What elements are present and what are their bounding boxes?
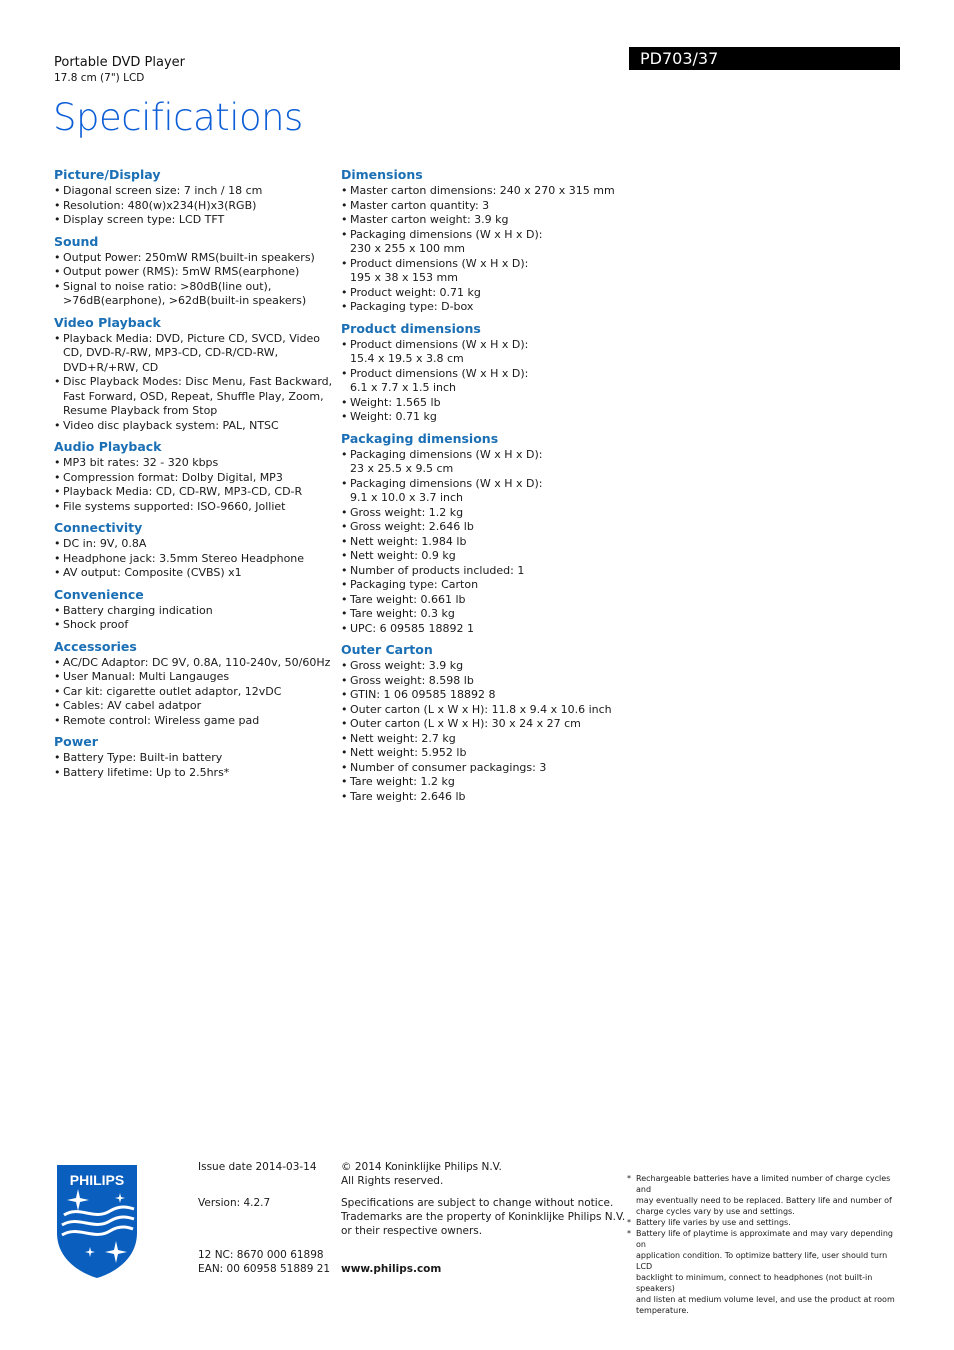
footnote-line: application condition. To optimize battery life, user should turn LCD — [636, 1251, 888, 1271]
section-heading: Picture/Display — [54, 167, 161, 182]
spec-list — [54, 332, 334, 434]
spec-item-line: 230 x 255 x 100 mm — [350, 242, 465, 255]
spec-item-line: CD, DVD-R/-RW, MP3-CD, CD-R/CD-RW, — [63, 346, 279, 359]
spec-item-line: • Nett weight: 0.9 kg — [350, 549, 456, 562]
spec-item — [54, 485, 334, 500]
spec-item — [341, 199, 621, 214]
spec-item-line: • Gross weight: 3.9 kg — [350, 659, 464, 672]
spec-item — [341, 213, 621, 228]
spec-section — [341, 321, 621, 425]
header-product: Portable DVD Player — [54, 55, 186, 70]
spec-section — [341, 642, 621, 804]
spec-section — [54, 439, 334, 514]
spec-item — [341, 410, 621, 425]
footnote-line: and listen at medium volume level, and use the product at room — [636, 1295, 895, 1304]
spec-item — [54, 419, 334, 434]
spec-item — [54, 251, 334, 266]
spec-item-line: • Packaging dimensions (W x H x D): — [350, 227, 543, 241]
spec-item — [54, 375, 334, 419]
spec-item — [341, 549, 621, 564]
spec-list — [341, 184, 621, 315]
spec-item-line: • Nett weight: 1.984 lb — [350, 534, 467, 548]
spec-list — [54, 251, 334, 309]
spec-list — [54, 656, 334, 729]
website-link[interactable]: www.philips.com — [341, 1263, 442, 1275]
spec-item — [341, 622, 621, 637]
spec-item-line: • Packaging type: Carton — [350, 578, 479, 591]
logo-wordmark: PHILIPS — [69, 1172, 125, 1188]
spec-item-line: • Gross weight: 2.646 lb — [350, 520, 474, 533]
spec-item-line: • Battery charging indication — [63, 603, 213, 617]
spec-item — [54, 656, 334, 671]
spec-section — [341, 431, 621, 637]
footnote-line: may eventually need to be replaced. Battery life and number of — [636, 1196, 892, 1205]
spec-item-line: • AC/DC Adaptor: DC 9V, 0.8A, 110-240v, 50/60Hz — [63, 655, 331, 669]
section-heading: Outer Carton — [341, 642, 433, 657]
spec-item-line: • Tare weight: 1.2 kg — [350, 775, 455, 788]
section-heading: Packaging dimensions — [341, 430, 499, 446]
spec-item-line: 195 x 38 x 153 mm — [350, 271, 458, 284]
section-heading: Convenience — [54, 586, 144, 602]
section-heading: Video Playback — [54, 314, 161, 330]
spec-section — [54, 167, 334, 228]
spec-item — [341, 520, 621, 535]
nc-code: 12 NC: 8670 000 61898 — [198, 1249, 324, 1261]
spec-item-line: • DC in: 9V, 0.8A — [63, 537, 147, 550]
footnote-marker: * — [627, 1218, 631, 1227]
spec-item — [54, 566, 334, 581]
footnote-marker: * — [627, 1229, 631, 1238]
spec-item-line: • Compression format: Dolby Digital, MP3 — [63, 470, 283, 484]
spec-item-line: • Gross weight: 8.598 lb — [350, 673, 474, 687]
footnote-line: temperature. — [636, 1306, 689, 1315]
spec-item-line: • Gross weight: 1.2 kg — [350, 505, 464, 519]
spec-item — [341, 674, 621, 689]
spec-section — [54, 639, 334, 729]
spec-item-line: • Tare weight: 0.661 lb — [350, 592, 466, 606]
spec-item-line: • Remote control: Wireless game pad — [63, 713, 260, 727]
spec-item-line: • Number of consumer packagings: 3 — [350, 760, 547, 774]
spec-list — [341, 338, 621, 425]
footnote-line: backlight to minimum, connect to headphones (not built-in speakers) — [636, 1273, 873, 1293]
spec-item-line: • Number of products included: 1 — [350, 563, 525, 577]
spec-item-line: • Shock proof — [63, 618, 129, 631]
spec-item — [54, 280, 334, 309]
spec-item-line: 9.1 x 10.0 x 3.7 inch — [350, 491, 464, 504]
spec-item — [341, 228, 621, 257]
spec-item — [341, 506, 621, 521]
spec-item-line: • Battery lifetime: Up to 2.5hrs* — [63, 765, 230, 779]
spec-item-line: >76dB(earphone), >62dB(built-in speakers) — [63, 294, 307, 307]
spec-item — [341, 746, 621, 761]
section-heading: Product dimensions — [341, 320, 481, 336]
spec-item — [341, 703, 621, 718]
spec-item — [341, 286, 621, 301]
spec-item-line: • Tare weight: 0.3 kg — [350, 607, 455, 620]
spec-item-line: • Disc Playback Modes: Disc Menu, Fast Backward, — [63, 375, 333, 388]
spec-item — [54, 456, 334, 471]
spec-item-line: • Signal to noise ratio: >80dB(line out), — [63, 279, 272, 293]
spec-item-line: Fast Forward, OSD, Repeat, Shuffle Play, Zoom, — [63, 389, 324, 403]
spec-item-line: • Headphone jack: 3.5mm Stereo Headphone — [63, 551, 305, 565]
spec-item-line: • Cables: AV cabel adatpor — [63, 699, 202, 712]
spec-item — [341, 338, 621, 367]
spec-item-line: 15.4 x 19.5 x 3.8 cm — [350, 352, 464, 365]
spec-item — [341, 300, 621, 315]
spec-item-line: • Product weight: 0.71 kg — [350, 285, 481, 299]
section-heading: Accessories — [54, 638, 137, 654]
ean-code: EAN: 00 60958 51889 21 — [198, 1263, 331, 1275]
spec-item-line: Resume Playback from Stop — [63, 404, 218, 417]
header-subtitle: 17.8 cm (7") LCD — [54, 72, 145, 84]
spec-section — [54, 234, 334, 309]
legal-line-3: or their respective owners. — [341, 1225, 483, 1237]
spec-item — [54, 184, 334, 199]
spec-item-line: • Output power (RMS): 5mW RMS(earphone) — [63, 265, 300, 278]
rights-line: All Rights reserved. — [341, 1175, 444, 1187]
spec-item-line: • Playback Media: DVD, Picture CD, SVCD, Video — [63, 331, 321, 345]
spec-item — [54, 471, 334, 486]
footnote — [627, 1228, 902, 1316]
spec-item — [341, 659, 621, 674]
spec-item-line: • Battery Type: Built-in battery — [63, 751, 223, 764]
spec-section — [54, 315, 334, 434]
spec-item-line: • Nett weight: 2.7 kg — [350, 731, 456, 745]
footnote-line: Battery life varies by use and settings. — [636, 1218, 791, 1227]
spec-item-line: • File systems supported: ISO-9660, Jolliet — [63, 499, 286, 513]
legal-line-1: Specifications are subject to change without notice. — [341, 1197, 614, 1209]
spec-item — [341, 688, 621, 703]
product-codes — [198, 1248, 330, 1276]
spec-item-line: DVD+R/+RW, CD — [63, 360, 159, 374]
section-heading: Connectivity — [54, 520, 143, 535]
spec-item — [341, 593, 621, 608]
footnote-marker: * — [627, 1174, 631, 1183]
philips-shield-logo — [54, 1163, 140, 1279]
spec-item — [341, 396, 621, 411]
spec-item-line: • Resolution: 480(w)x234(H)x3(RGB) — [63, 198, 257, 212]
spec-item — [341, 775, 621, 790]
footnote-line: Battery life of playtime is approximate and may vary depending on — [636, 1229, 893, 1249]
left-column — [54, 167, 334, 786]
spec-item — [54, 537, 334, 552]
spec-list — [54, 604, 334, 633]
spec-list — [341, 448, 621, 637]
spec-section — [54, 734, 334, 780]
spec-item-line: • Packaging type: D-box — [350, 300, 474, 313]
spec-item — [341, 564, 621, 579]
spec-item-line: • Display screen type: LCD TFT — [63, 213, 225, 226]
spec-list — [54, 751, 334, 780]
spec-item — [341, 367, 621, 396]
spec-item-line: • Product dimensions (W x H x D): — [350, 337, 529, 351]
spec-item-line: • Product dimensions (W x H x D): — [350, 366, 529, 380]
spec-item — [341, 578, 621, 593]
section-heading: Audio Playback — [54, 439, 162, 454]
spec-item-line: • Output Power: 250mW RMS(built-in speakers) — [63, 250, 315, 264]
spec-item-line: • Car kit: cigarette outlet adaptor, 12vDC — [63, 684, 282, 698]
spec-item-line: • Packaging dimensions (W x H x D): — [350, 476, 543, 490]
spec-list — [54, 456, 334, 514]
spec-item-line: • MP3 bit rates: 32 - 320 kbps — [63, 456, 219, 469]
spec-section — [54, 520, 334, 581]
spec-item — [54, 265, 334, 280]
spec-item-line: • Outer carton (L x W x H): 30 x 24 x 27 cm — [350, 717, 581, 730]
copyright — [341, 1160, 626, 1188]
footnote-line: charge cycles vary by use and settings. — [636, 1207, 795, 1216]
spec-item-line: • Weight: 0.71 kg — [350, 410, 437, 423]
section-heading: Power — [54, 734, 98, 749]
spec-item-line: • Master carton weight: 3.9 kg — [350, 213, 509, 226]
spec-item-line: • Tare weight: 2.646 lb — [350, 789, 466, 803]
spec-item — [54, 604, 334, 619]
spec-item — [54, 199, 334, 214]
spec-item — [54, 552, 334, 567]
spec-item — [341, 761, 621, 776]
legal-line-2: Trademarks are the property of Koninklijke Philips N.V. — [341, 1211, 626, 1223]
spec-item — [54, 618, 334, 633]
spec-item-line: • GTIN: 1 06 09585 18892 8 — [350, 688, 496, 701]
version: Version: 4.2.7 — [198, 1197, 271, 1209]
spec-item — [54, 670, 334, 685]
issue-date: Issue date 2014-03-14 — [198, 1161, 317, 1173]
spec-item — [341, 477, 621, 506]
right-column — [341, 167, 621, 810]
spec-item — [54, 500, 334, 515]
model-number: PD703/37 — [629, 47, 900, 70]
spec-item-line: • Master carton dimensions: 240 x 270 x 315 mm — [350, 184, 615, 197]
spec-list — [341, 659, 621, 804]
spec-item — [341, 184, 621, 199]
spec-list — [54, 184, 334, 228]
spec-item-line: • Playback Media: CD, CD-RW, MP3-CD, CD-R — [63, 485, 303, 498]
page-title: Specifications — [53, 96, 303, 139]
spec-item-line: • Packaging dimensions (W x H x D): — [350, 447, 543, 461]
spec-section — [341, 167, 621, 315]
spec-item — [54, 332, 334, 376]
spec-list — [54, 537, 334, 581]
spec-item-line: • Video disc playback system: PAL, NTSC — [63, 418, 279, 432]
footnote-line: Rechargeable batteries have a limited number of charge cycles and — [636, 1174, 891, 1194]
spec-item — [341, 790, 621, 805]
spec-item-line: • Product dimensions (W x H x D): — [350, 256, 529, 270]
section-heading: Sound — [54, 233, 99, 249]
spec-item-line: • User Manual: Multi Langauges — [63, 670, 230, 683]
spec-item-line: • Diagonal screen size: 7 inch / 18 cm — [63, 184, 263, 197]
spec-item-line: • Master carton quantity: 3 — [350, 198, 490, 212]
spec-item-line: • Nett weight: 5.952 lb — [350, 746, 467, 759]
section-heading: Dimensions — [341, 167, 423, 182]
spec-item — [54, 751, 334, 766]
spec-item — [54, 766, 334, 781]
copyright-line: © 2014 Koninklijke Philips N.V. — [341, 1161, 502, 1173]
spec-item — [341, 257, 621, 286]
spec-section — [54, 587, 334, 633]
spec-item — [54, 699, 334, 714]
spec-item — [54, 685, 334, 700]
spec-item — [54, 213, 334, 228]
spec-item-line: • UPC: 6 09585 18892 1 — [350, 621, 475, 635]
spec-item — [341, 732, 621, 747]
spec-item-line: • Outer carton (L x W x H): 11.8 x 9.4 x 10.6 inch — [350, 702, 612, 716]
spec-item-line: • AV output: Composite (CVBS) x1 — [63, 566, 242, 579]
footnote — [627, 1173, 902, 1217]
spec-item — [341, 535, 621, 550]
spec-item — [341, 448, 621, 477]
footnotes — [627, 1173, 902, 1316]
legal-notice — [341, 1196, 626, 1238]
footnote — [627, 1217, 902, 1228]
spec-item-line: • Weight: 1.565 lb — [350, 395, 441, 409]
spec-item — [54, 714, 334, 729]
spec-item-line: 6.1 x 7.7 x 1.5 inch — [350, 381, 457, 394]
spec-item — [341, 607, 621, 622]
spec-item-line: 23 x 25.5 x 9.5 cm — [350, 462, 454, 475]
spec-item — [341, 717, 621, 732]
